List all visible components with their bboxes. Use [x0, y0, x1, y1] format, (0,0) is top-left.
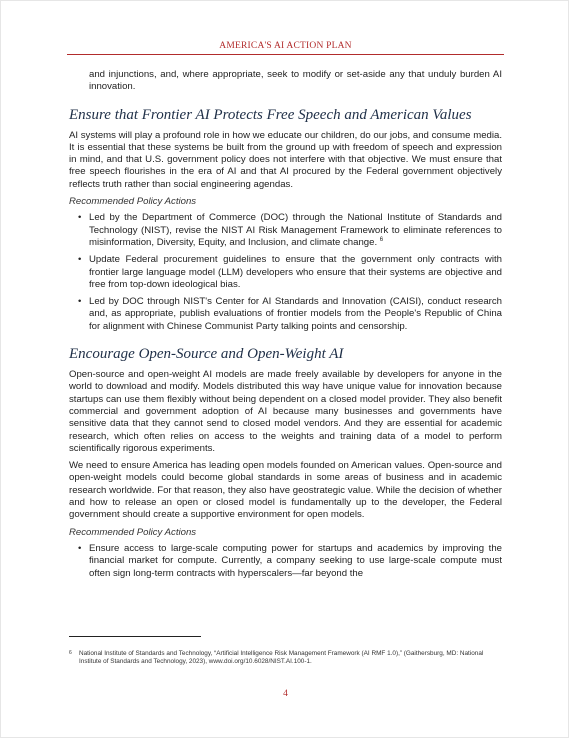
running-header: AMERICA'S AI ACTION PLAN — [219, 41, 352, 51]
section-heading-free-speech: Ensure that Frontier AI Protects Free Speech and American Values — [69, 106, 472, 123]
list-item: • Update Federal procurement guidelines to ensure that the government only contracts with frontier large language model (LLM) developers who ensure that their systems are objective and free from top-down ideological bias. — [89, 254, 502, 291]
footnote-text: National Institute of Standards and Technology, “Artificial Intelligence Risk Management Framework (AI RMF 1.0),” (Gaithersburg, MD: National Institute of Standards and Technology, 2023), www.doi.org/10.6028/NIST.AI.100-1. — [79, 650, 484, 666]
recommended-actions-label: Recommended Policy Actions — [69, 526, 197, 538]
policy-actions-list — [69, 543, 502, 580]
page-number: 4 — [283, 689, 288, 699]
section-paragraph: Open-source and open-weight AI models are made freely available by developers for anyone in the world to download and modify. Models distributed this way have unique value for innovation because startups can use them flexibly without being dependent on a closed model provider. They also benefit commercial and government adoption of AI because many businesses and governments have sensitive data that they cannot send to closed model vendors. And they are essential for academic research, which often relies on access to the weights and training data of a model to perform scientifically rigorous experiments. — [69, 369, 502, 454]
list-item: • Ensure access to large-scale computing power for startups and academics by improving the financial market for compute. Currently, a company seeking to use large-scale compute must often sign long-term contracts with hyperscalers—far beyond the — [89, 543, 502, 580]
list-item: • Led by DOC through NIST's Center for AI Standards and Innovation (CAISI), conduct research and, as appropriate, publish evaluations of frontier models from the People's Republic of China for alignment with Chinese Communist Party talking points and censorship. — [89, 296, 502, 333]
section-paragraph: AI systems will play a profound role in how we educate our children, do our jobs, and consume media. It is essential that these systems be built from the ground up with freedom of speech and expression in mind, and that U.S. government policy does not interfere with that objective. We must ensure that free speech flourishes in the era of AI and that AI procured by the Federal government objectively reflects truth rather than social engineering agendas. — [69, 129, 502, 190]
list-item-text: Led by the Department of Commerce (DOC) through the National Institute of Standards and Technology (NIST), revise the NIST AI Risk Management Framework to eliminate references to misinformation, Diversity, Equity, and Inclusion, and climate change. — [89, 212, 502, 248]
section-paragraph: We need to ensure America has leading open models founded on American values. Open-source and open-weight models could become global standards in some areas of business and in academic research worldwide. For that reason, they also have geostrategic value. While the decision of whether and how to release an open or closed model is fundamentally up to the developer, the Federal government should create a supportive environment for open models. — [69, 460, 502, 521]
recommended-actions-label: Recommended Policy Actions — [69, 196, 197, 208]
list-item — [89, 212, 502, 249]
header-rule — [67, 54, 504, 55]
policy-actions-list — [69, 212, 502, 333]
page-body — [69, 69, 502, 585]
intro-continuation: and injunctions, and, where appropriate, seek to modify or set-aside any that unduly burden AI innovation. — [89, 69, 502, 93]
footnote-rule — [69, 636, 201, 637]
section-heading-open-source: Encourage Open-Source and Open-Weight AI — [69, 346, 344, 363]
footnote-marker[interactable]: 6 — [379, 236, 384, 243]
footnote — [69, 650, 502, 667]
footnote-number: 6 — [69, 650, 72, 656]
